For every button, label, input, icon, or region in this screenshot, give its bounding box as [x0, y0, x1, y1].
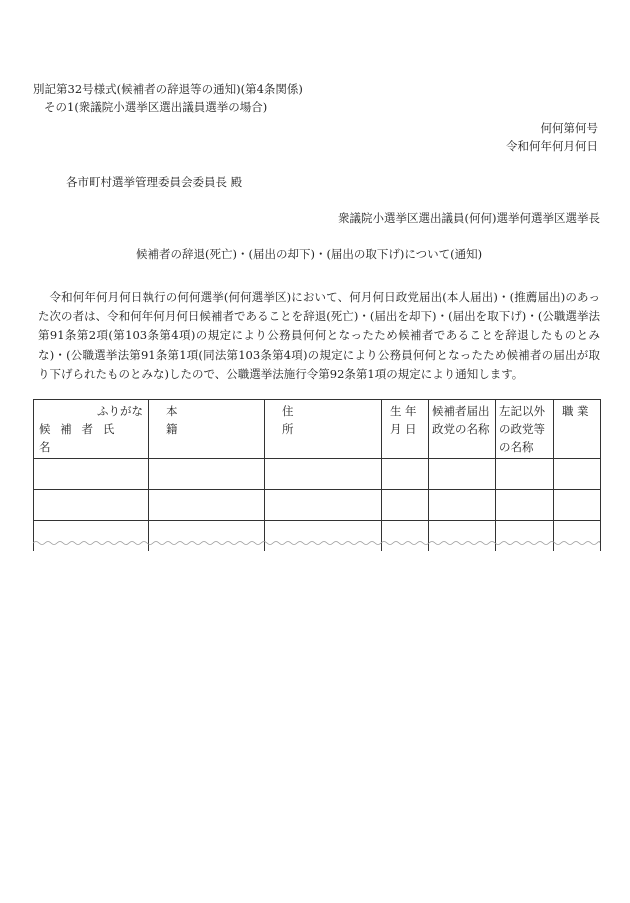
table-cell	[382, 490, 429, 521]
party-label-1: 候補者届出	[432, 404, 490, 418]
candidate-name-label: 候補者氏名	[39, 422, 125, 454]
table-cell	[554, 459, 601, 490]
header-party	[429, 400, 496, 459]
table-cell	[34, 490, 149, 521]
table-cell	[496, 459, 554, 490]
sender: 衆議院小選挙区選出議員(何何)選挙何選挙区選挙長	[338, 211, 600, 225]
honseki-label: 本籍	[166, 404, 233, 436]
table-cell	[34, 459, 149, 490]
table-cell	[496, 490, 554, 521]
addressee: 各市町村選挙管理委員会委員長 殿	[66, 175, 243, 189]
form-subtitle: その1(衆議院小選挙区選出議員選挙の場合)	[44, 100, 268, 114]
header-honseki	[149, 400, 265, 459]
address-label: 住所	[282, 404, 349, 436]
document-number: 何何第何号	[540, 121, 598, 135]
header-address	[265, 400, 382, 459]
table-cell	[34, 521, 149, 552]
table-cell	[429, 521, 496, 552]
table-cell	[554, 521, 601, 552]
table-cell	[149, 490, 265, 521]
notice-body: 令和何年何月何日執行の何何選挙(何何選挙区)において、何月何日政党届出(本人届出)・(推薦届出)のあった次の者は、令和何年何月何日候補者であることを辞退(死亡)・(届出を却下)・(届出を取下げ)・(公職選挙法第91条第2項(第103条第4項)の規定により公務員何何となったため候補者であることを辞退したものとみな)・(公職選挙法第91条第1項(同法第103条第4項)の規定により公務員何何となったため候補者の届出が取り下げられたものとみな)したので、公職選挙法施行令第92条第1項の規定により通知します。	[38, 290, 600, 381]
occupation-label: 職業	[562, 404, 592, 418]
candidate-table	[33, 399, 601, 551]
birthdate-label-2: 月日	[390, 422, 420, 436]
continuation-wave-line	[33, 540, 600, 546]
birthdate-label-1: 生年	[390, 404, 420, 418]
other-party-label-3: の名称	[499, 440, 534, 454]
form-title: 別記第32号様式(候補者の辞退等の通知)(第4条関係)	[33, 82, 303, 96]
table-row	[34, 459, 601, 490]
document-date: 令和何年何月何日	[506, 139, 598, 153]
other-party-label-1: 左記以外	[499, 404, 545, 418]
table-cell	[496, 521, 554, 552]
table-cell	[382, 459, 429, 490]
header-birthdate	[382, 400, 429, 459]
furigana-label: ふりがな	[97, 404, 143, 418]
table-cell	[149, 521, 265, 552]
notice-title: 候補者の辞退(死亡)・(届出の却下)・(届出の取下げ)について(通知)	[136, 247, 483, 261]
table-cell	[429, 490, 496, 521]
table-header-row	[34, 400, 601, 459]
table-cell	[554, 490, 601, 521]
table-cell	[265, 459, 382, 490]
table-cell	[149, 459, 265, 490]
table-cell	[265, 521, 382, 552]
table-row	[34, 490, 601, 521]
table-cell	[429, 459, 496, 490]
table-cell	[382, 521, 429, 552]
table-cell	[265, 490, 382, 521]
party-label-2: 政党の名称	[432, 422, 490, 436]
other-party-label-2: の政党等	[499, 422, 545, 436]
table-row	[34, 521, 601, 552]
header-other-party	[496, 400, 554, 459]
header-name	[34, 400, 149, 459]
header-occupation	[554, 400, 601, 459]
